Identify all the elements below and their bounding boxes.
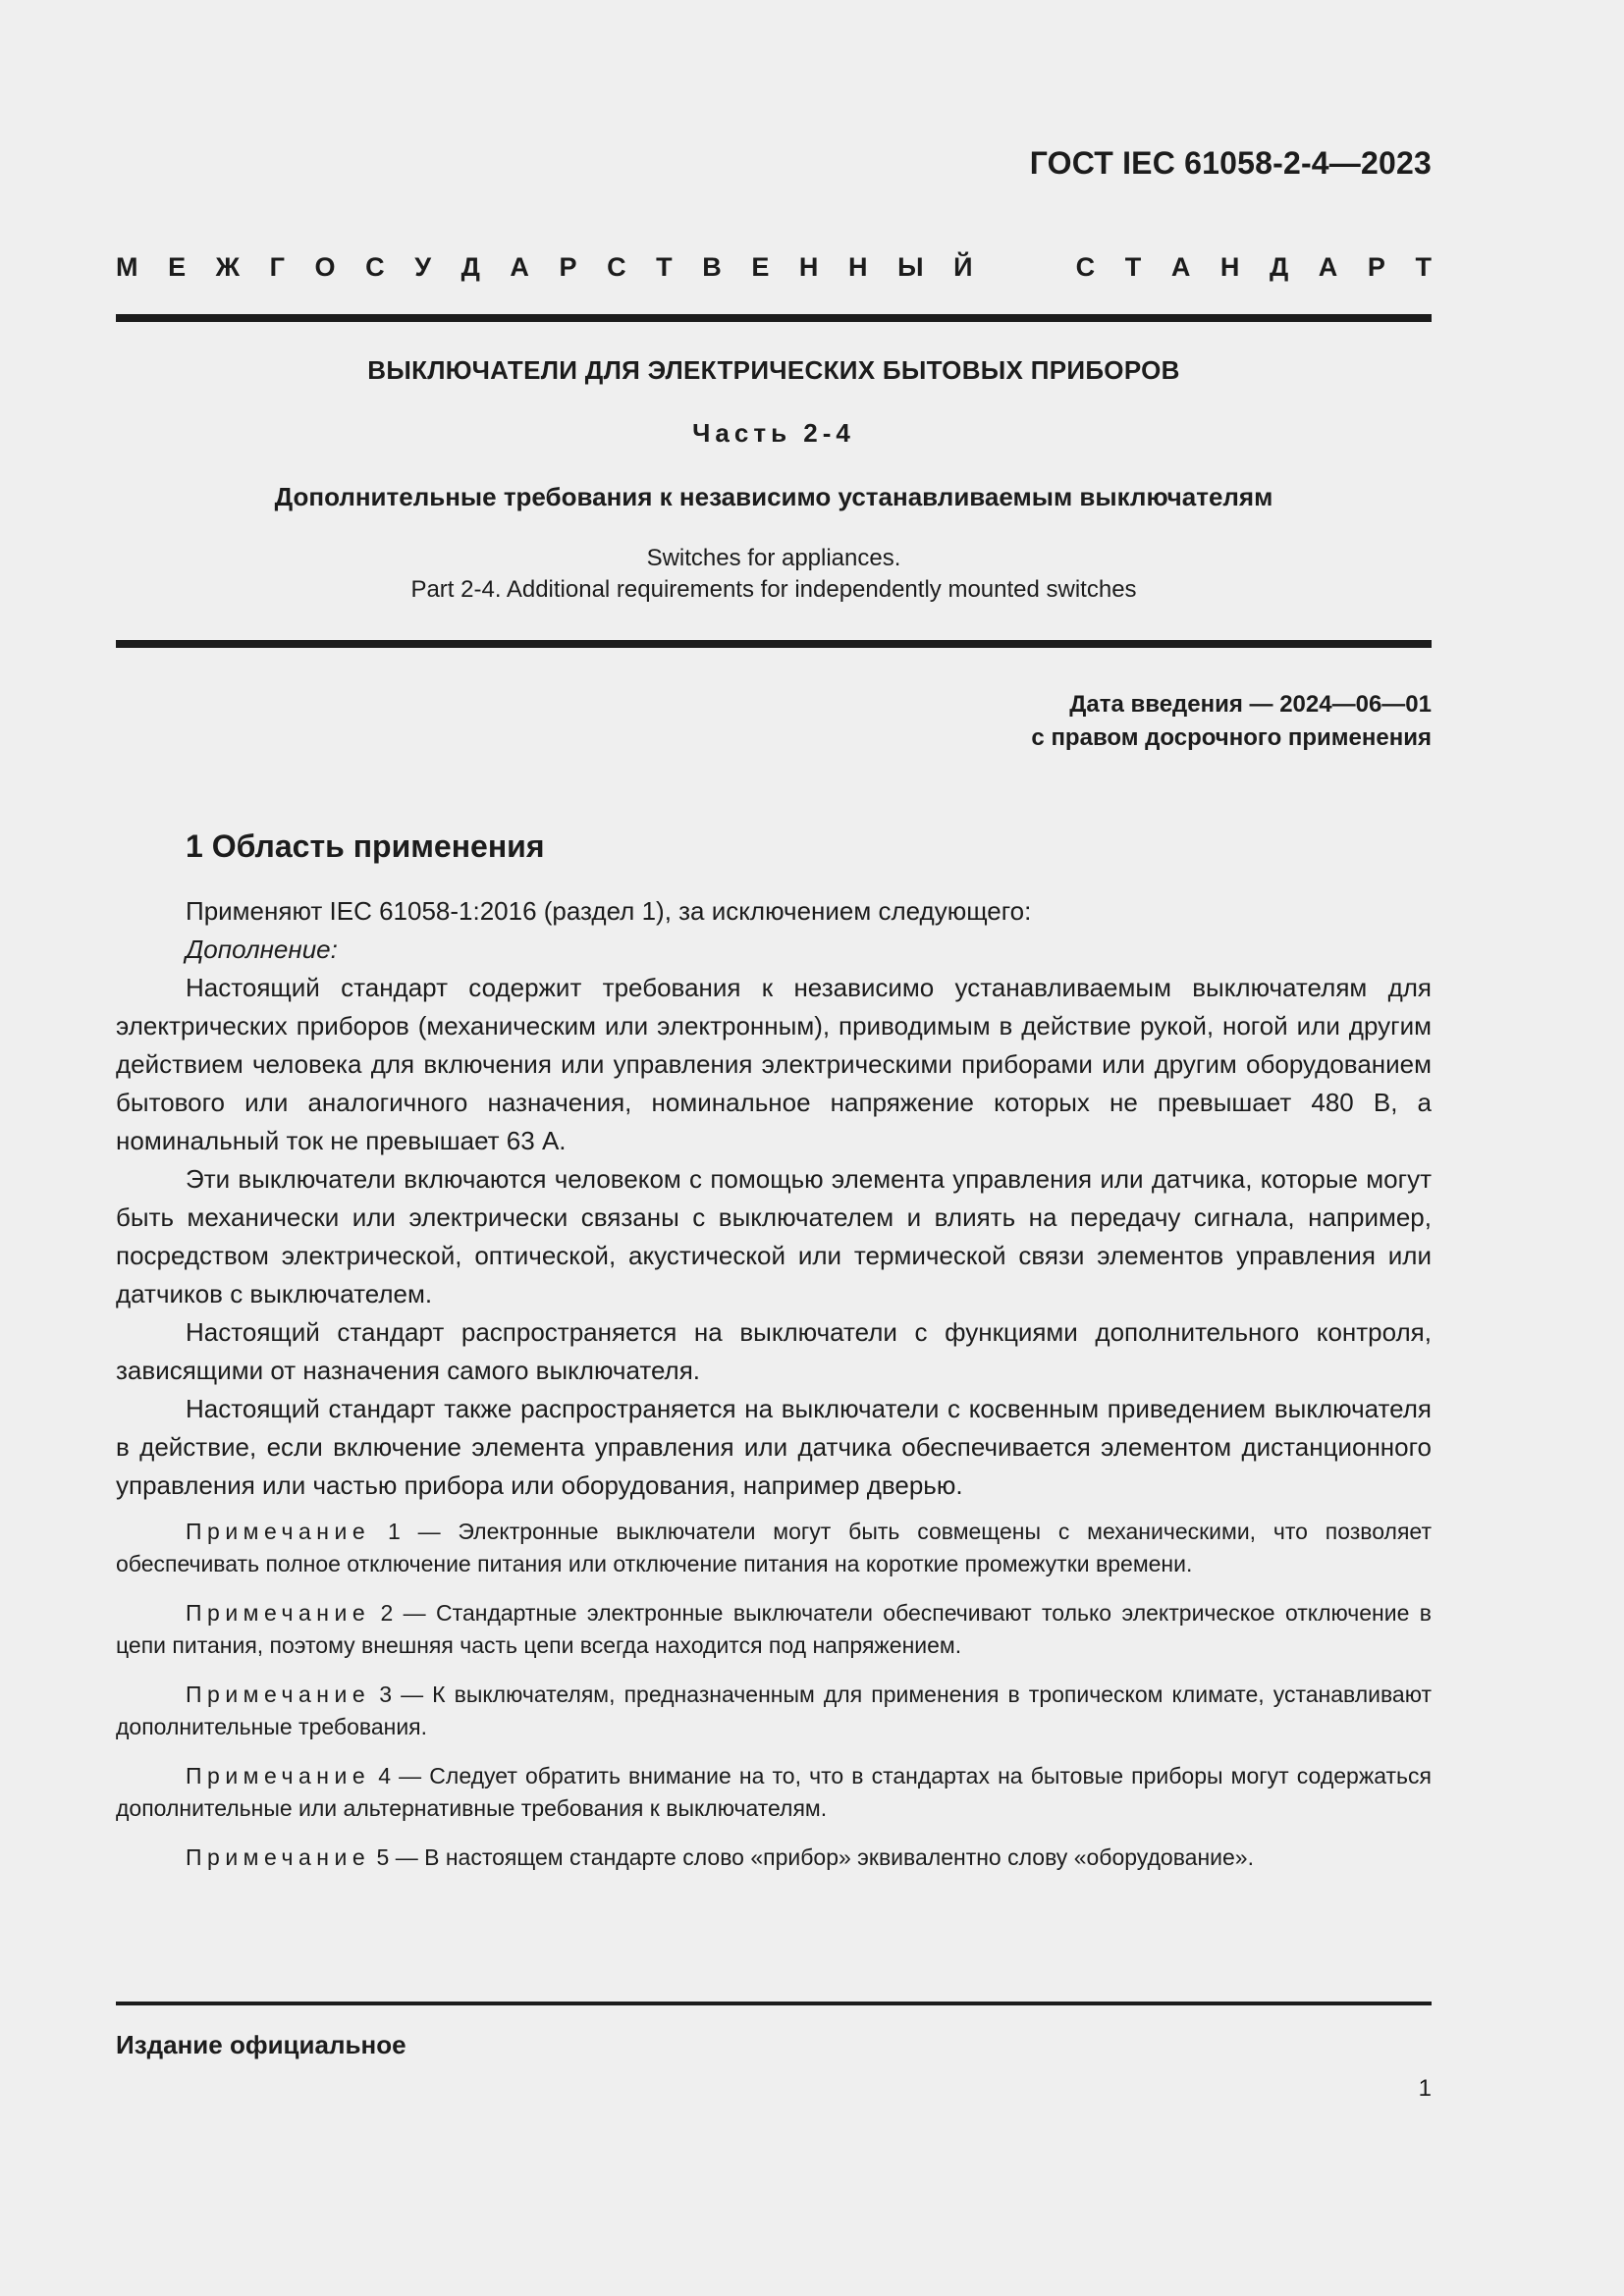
- note-text: 1 — Электронные выключатели могут быть совмещены с механическими, что позволяет обеспечивать полное отключение питания или отключение питания на короткие промежутки времени.: [116, 1519, 1432, 1576]
- standard-type-letter: Н: [1219, 252, 1240, 282]
- standard-type-letter: Т: [656, 252, 673, 282]
- standard-type-letter: Н: [798, 252, 819, 282]
- standard-type-letter: А: [510, 252, 529, 282]
- document-subtitle: Дополнительные требования к независимо устанавливаемым выключателям: [274, 482, 1273, 511]
- standard-type-letter: Т: [1124, 252, 1142, 282]
- note: [116, 1760, 1432, 1825]
- early-application-note: с правом досрочного применения: [1031, 724, 1432, 751]
- standard-type-letter: У: [414, 252, 432, 282]
- footer-divider: [116, 2002, 1432, 2005]
- body-paragraph: Эти выключатели включаются человеком с помощью элемента управления или датчика, которые могут быть механически или электрически связаны с выключателем и влиять на передачу сигнала, например, посредством электрической, оптической, акустической или термической связи элементов управления или датчиков с выключателем.: [116, 1164, 1432, 1308]
- introduction-date: Дата введения — 2024—06—01: [1069, 691, 1432, 718]
- standard-type-letter: Р: [559, 252, 577, 282]
- standard-type-letter: С: [607, 252, 626, 282]
- note-text: 2 — Стандартные электронные выключатели обеспечивают только электрическое отключение в цепи питания, поэтому внешняя часть цепи всегда находится под напряжением.: [116, 1600, 1432, 1658]
- note-text: 4 — Следует обратить внимание на то, что в стандартах на бытовые приборы могут содержаться дополнительные или альтернативные требования к выключателям.: [116, 1763, 1432, 1821]
- standard-type-letter: Е: [751, 252, 770, 282]
- note: [116, 1516, 1432, 1580]
- top-divider: [116, 314, 1432, 322]
- standard-type-letter: М: [116, 252, 138, 282]
- title-divider: [116, 640, 1432, 648]
- standard-type-letter: Й: [953, 252, 973, 282]
- standard-type-letter: Д: [460, 252, 480, 282]
- standard-type-letter: Г: [269, 252, 285, 282]
- note-label: Примечание: [186, 1844, 371, 1870]
- note-label: Примечание: [186, 1763, 371, 1789]
- note-label: Примечание: [186, 1519, 371, 1544]
- standard-type-letter: С: [1075, 252, 1096, 282]
- introduction-date-block: [1031, 688, 1432, 755]
- standard-type-letter: Ж: [215, 252, 241, 282]
- document-title: ВЫКЛЮЧАТЕЛИ ДЛЯ ЭЛЕКТРИЧЕСКИХ БЫТОВЫХ ПРИБОРОВ: [367, 355, 1180, 385]
- standard-type-heading: [116, 252, 1432, 283]
- standard-type-letter: Д: [1269, 252, 1289, 282]
- document-number: ГОСТ IEC 61058-2-4—2023: [1029, 145, 1432, 181]
- notes-block: [116, 1516, 1432, 1891]
- part-label: Часть 2-4: [692, 418, 855, 448]
- standard-type-letter: Н: [848, 252, 868, 282]
- note-text: 3 — К выключателям, предназначенным для применения в тропическом климате, устанавливают дополнительные требования.: [116, 1682, 1432, 1739]
- document-page: [116, 0, 1432, 2296]
- standard-type-letter: Е: [168, 252, 187, 282]
- english-title-line: Part 2-4. Additional requirements for independently mounted switches: [410, 576, 1137, 603]
- page-number: 1: [1418, 2075, 1432, 2102]
- note-label: Примечание: [186, 1682, 371, 1707]
- note: [116, 1842, 1432, 1874]
- english-title-line: Switches for appliances.: [646, 545, 901, 571]
- body-paragraph: Настоящий стандарт содержит требования к независимо устанавливаемым выключателям для электрических приборов (механическим или электронным), приводимым в действие рукой, ногой или другим действием человека для включения или управления электрическими приборами или другим оборудованием бытового или аналогичного назначения, номинальное напряжение которых не превышает 480 В, а номинальный ток не превышает 63 А.: [116, 973, 1432, 1155]
- note-text: 5 — В настоящем стандарте слово «прибор» эквивалентно слову «оборудование».: [370, 1844, 1254, 1870]
- note: [116, 1597, 1432, 1662]
- standard-type-letter: Ы: [897, 252, 924, 282]
- body-paragraph: Настоящий стандарт также распространяется на выключатели с косвенным приведением выключателя в действие, если включение элемента управления или датчика обеспечивается элементом дистанционного управления или частью прибора или оборудования, например дверью.: [116, 1394, 1432, 1500]
- standard-type-letter: С: [365, 252, 385, 282]
- english-title: [116, 543, 1432, 606]
- standard-type-letter: А: [1170, 252, 1191, 282]
- standard-type-letter: В: [702, 252, 722, 282]
- section-heading: 1 Область применения: [186, 828, 545, 864]
- body-paragraph: Применяют IEC 61058-1:2016 (раздел 1), за исключением следующего:: [186, 896, 1032, 926]
- note-label: Примечание: [186, 1600, 371, 1626]
- body-paragraph: Настоящий стандарт распространяется на выключатели с функциями дополнительного контроля, зависящими от назначения самого выключателя.: [116, 1317, 1432, 1385]
- standard-type-letter: О: [314, 252, 336, 282]
- standard-type-letter: Р: [1367, 252, 1385, 282]
- word-gap: [1002, 252, 1046, 283]
- section-body: [116, 892, 1432, 1505]
- body-paragraph-addition: Дополнение:: [186, 934, 338, 964]
- official-edition-label: Издание официальное: [116, 2030, 406, 2059]
- standard-type-letter: А: [1318, 252, 1338, 282]
- standard-type-letter: Т: [1415, 252, 1432, 282]
- note: [116, 1679, 1432, 1743]
